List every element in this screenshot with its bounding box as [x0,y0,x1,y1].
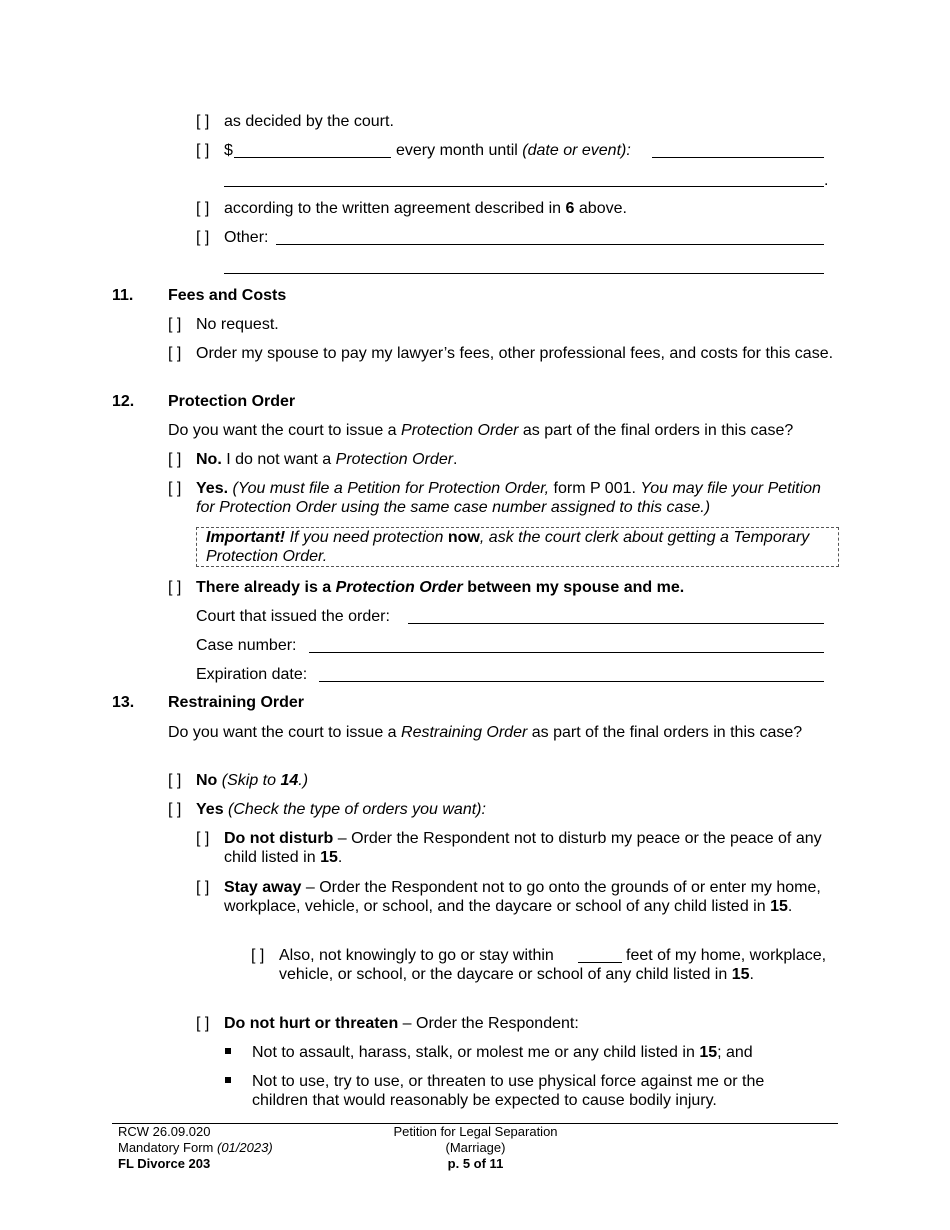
also-feet-text: feet of my home, workplace, vehicle, or school, or the daycare or school of any child listed in 15. [279,947,827,983]
bullet-1-text: Not to assault, harass, stalk, or molest me or any child listed in 15; and [252,1044,753,1061]
checkbox-fees-no-request[interactable]: [ ] [168,316,182,333]
checkbox-do-not-disturb[interactable]: [ ] [196,830,210,847]
case-number-label: Case number: [196,637,297,654]
footer-form-id: FL Divorce 203 [118,1156,211,1171]
bullet-2-text: Not to use, try to use, or threaten to use physical force against me or the children that would reasonably be expected to cause bodily injury. [252,1073,765,1109]
section-13-title: Restraining Order [168,694,305,711]
also-feet-text-line1a: Also, not knowingly to go or stay within [279,947,554,964]
bullet-2 [225,1077,231,1083]
checkbox-decided-by-court[interactable]: [ ] [196,113,210,130]
option-stay-away: Stay away – Order the Respondent not to go onto the grounds of or enter my home, workplace, vehicle, or school, and the daycare or school of any child listed in 15. [224,879,821,915]
restraining-order-question: Do you want the court to issue a Restraining Order as part of the final orders in this case? [168,724,803,741]
footer-mandatory-form: Mandatory Form (01/2023) [118,1140,273,1155]
section-13-number: 13. [112,694,135,711]
checkbox-existing-protection-order[interactable]: [ ] [168,579,182,596]
option-protection-yes: Yes. (You must file a Petition for Protection Order, form P 001. You may file your Petition for Protection Order using the same case number assigned to this case.) [196,480,821,516]
checkbox-fees-order-spouse[interactable]: [ ] [168,345,182,362]
option-do-not-disturb: Do not disturb – Order the Respondent not to disturb my peace or the peace of any child listed in 15. [224,830,822,866]
important-notice-text: Important! If you need protection now, ask the court clerk about getting a Temporary Protection Order. [206,529,810,565]
checkbox-written-agreement[interactable]: [ ] [196,200,210,217]
section-12-number: 12. [112,393,135,410]
period-mark: . [824,172,829,189]
option-other-label: Other: [224,229,269,246]
option-existing-protection-order: There already is a Protection Order between my spouse and me. [196,579,685,596]
dollar-sign: $ [224,142,233,159]
option-restraining-no: No (Skip to 14.) [196,772,309,789]
footer-rcw: RCW 26.09.020 [118,1124,211,1139]
option-decided-by-court: as decided by the court. [224,113,394,130]
checkbox-protection-yes[interactable]: [ ] [168,480,182,497]
checkbox-protection-no[interactable]: [ ] [168,451,182,468]
section-11-number: 11. [112,287,134,304]
checkbox-restraining-yes[interactable]: [ ] [168,801,182,818]
option-do-not-hurt: Do not hurt or threaten – Order the Respondent: [224,1015,579,1032]
bullet-1 [225,1048,231,1054]
option-protection-no: No. I do not want a Protection Order. [196,451,458,468]
important-notice-box [196,527,839,567]
option-written-agreement: according to the written agreement described in 6 above. [224,200,627,217]
checkbox-other[interactable]: [ ] [196,229,210,246]
footer-subtitle: (Marriage) [445,1140,506,1155]
checkbox-restraining-no[interactable]: [ ] [168,772,182,789]
option-fees-no-request: No request. [196,316,279,333]
date-or-event-field[interactable] [652,157,824,158]
checkbox-do-not-hurt[interactable]: [ ] [196,1015,210,1032]
every-month-until-label: every month until (date or event): [396,142,631,159]
checkbox-stay-away[interactable]: [ ] [196,879,210,896]
expiration-date-label: Expiration date: [196,666,308,683]
footer-page-number: p. 5 of 11 [447,1156,504,1171]
section-11-title: Fees and Costs [168,287,287,304]
monthly-amount-field[interactable] [234,157,391,158]
date-or-event-field-line2[interactable] [224,186,824,187]
court-issued-field[interactable] [408,623,824,624]
other-field[interactable] [276,244,824,245]
checkbox-also-feet[interactable]: [ ] [251,947,265,964]
expiration-date-field[interactable] [319,681,824,682]
option-fees-order-spouse: Order my spouse to pay my lawyer’s fees, other professional fees, and costs for this case. [196,345,834,362]
court-issued-label: Court that issued the order: [196,608,390,625]
footer-title: Petition for Legal Separation [393,1124,558,1139]
section-12-title: Protection Order [168,393,296,410]
protection-order-question: Do you want the court to issue a Protection Order as part of the final orders in this case? [168,422,794,439]
other-field-line2[interactable] [224,273,824,274]
option-restraining-yes: Yes (Check the type of orders you want): [196,801,486,818]
case-number-field[interactable] [309,652,824,653]
checkbox-monthly-amount[interactable]: [ ] [196,142,210,159]
